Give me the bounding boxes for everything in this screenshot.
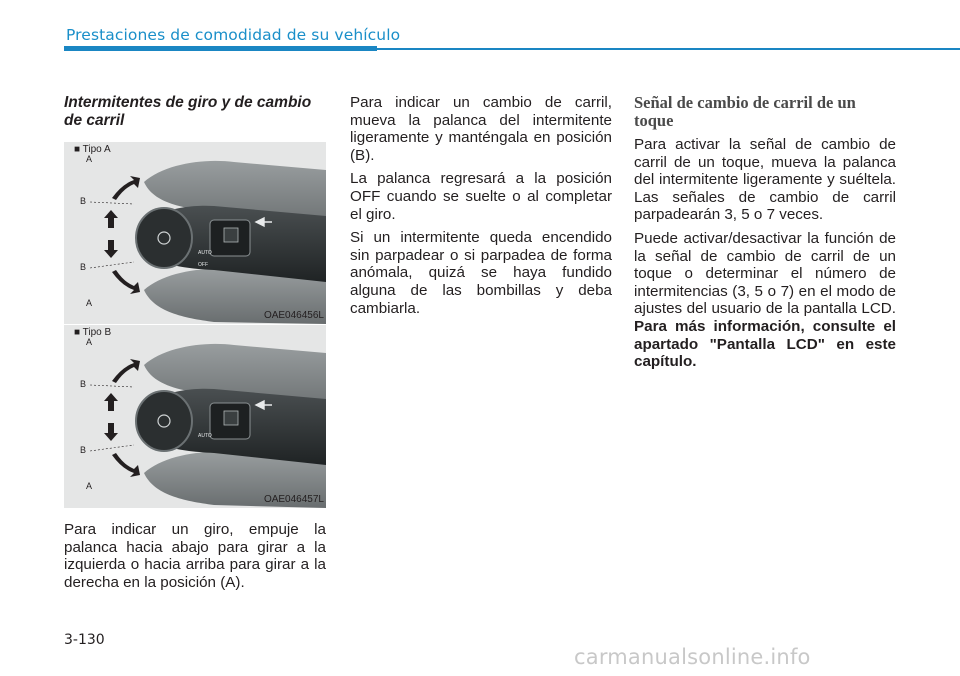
section-heading-turn-signals: Intermitentes de giro y de cambio de carril: [64, 94, 312, 129]
header-rule: [377, 48, 960, 50]
figure-type-b: [64, 325, 326, 508]
svg-text:A: A: [86, 481, 93, 491]
chapter-title: Prestaciones de comodidad de su vehículo: [66, 26, 401, 44]
svg-text:A: A: [86, 154, 93, 164]
svg-text:OFF: OFF: [198, 262, 208, 268]
svg-text:B: B: [80, 445, 87, 455]
paragraph-bulb-warning: Si un intermitente queda encendido sin parpadear o si parpadea de forma anómala, quizá se haya fundido alguna de las bombillas y deba cambiarla.: [350, 229, 612, 317]
figure-code-a: OAE046456L: [263, 310, 324, 321]
svg-text:B: B: [80, 196, 87, 206]
svg-text:A: A: [86, 298, 93, 308]
svg-text:A: A: [86, 337, 93, 347]
svg-text:AUTO: AUTO: [198, 250, 212, 256]
svg-text:B: B: [80, 379, 87, 389]
turn-signal-lever-illustration: [64, 142, 326, 324]
paragraph-lcd-settings: [634, 230, 896, 371]
figure-code-b: OAE046457L: [263, 494, 324, 505]
lcd-reference-text: Para más información, consulte el apartado "Pantalla LCD" en este capítulo.: [634, 317, 896, 371]
svg-text:B: B: [80, 262, 87, 272]
header-bar: [64, 46, 377, 51]
watermark: carmanualsonline.info: [574, 645, 811, 669]
page-number: 3-130: [64, 632, 105, 648]
figure-type-a: [64, 142, 326, 324]
section-heading-one-touch: Señal de cambio de carril de un toque: [634, 93, 856, 130]
paragraph-lane-change: Para indicar un cambio de carril, mueva la palanca del intermitente ligeramente y manténgala en posición (B).: [350, 94, 612, 164]
lcd-settings-text: Puede activar/desactivar la función de la señal de cambio de carril de un toque o determinar el número de intermitencias (3, 5 o 7) en el modo de ajustes del usuario de la pantalla LCD.: [634, 229, 896, 318]
paragraph-return-off: La palanca regresará a la posición OFF cuando se suelte o al completar el giro.: [350, 170, 612, 223]
paragraph-one-touch-activation: Para activar la señal de cambio de carril de un toque, mueva la palanca del intermitente ligeramente y suéltela. Las señales de cambio de carril parpadearán 3, 5 o 7 veces.: [634, 136, 896, 224]
svg-text:AUTO: AUTO: [198, 433, 212, 439]
column-right: [634, 94, 896, 377]
column-left: [64, 94, 326, 129]
turn-signal-lever-illustration: [64, 325, 326, 508]
figure-label-type-b: ■ Tipo B: [74, 327, 112, 338]
figure-label-type-a: ■ Tipo A: [74, 144, 111, 155]
column-left-bottom: [64, 521, 326, 597]
paragraph-turn-instructions: Para indicar un giro, empuje la palanca hacia abajo para girar a la izquierda o hacia arriba para girar a la derecha en la posición (A).: [64, 521, 326, 591]
column-middle: [350, 94, 612, 323]
